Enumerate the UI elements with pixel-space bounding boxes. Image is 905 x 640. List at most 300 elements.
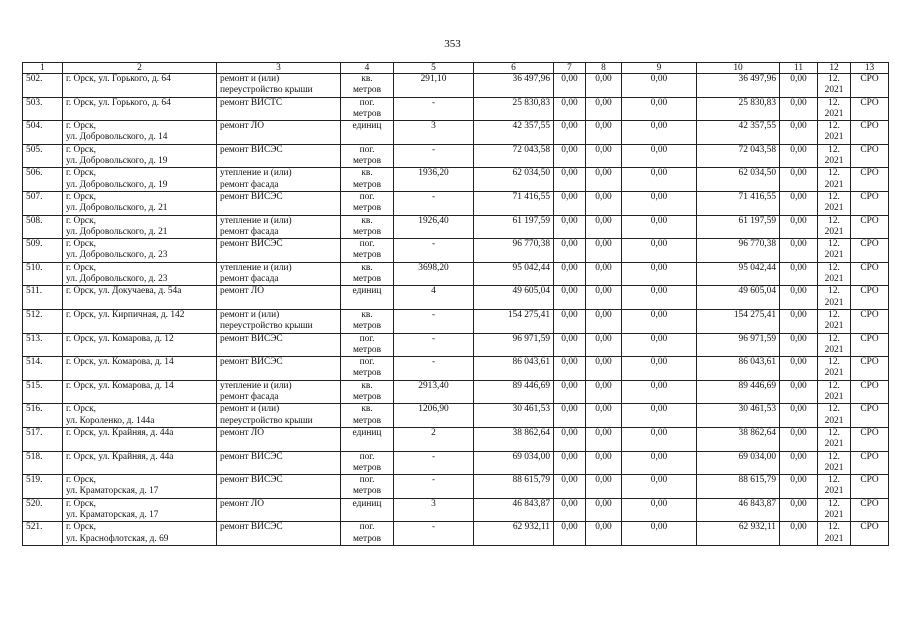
organization-cell: СРО bbox=[851, 498, 889, 522]
total-cell: 46 843,87 bbox=[697, 498, 780, 522]
unit-cell bbox=[341, 215, 394, 239]
cost-cell: 96 971,59 bbox=[474, 333, 554, 357]
address-cell-line: г. Орск, bbox=[66, 215, 96, 226]
date-cell-line: 2021 bbox=[824, 85, 844, 96]
value-cell: 0,00 bbox=[554, 215, 586, 239]
cost-cell: 71 416,55 bbox=[474, 191, 554, 215]
quantity-cell: 2 bbox=[394, 427, 474, 451]
total-cell: 154 275,41 bbox=[697, 309, 780, 333]
value-cell: 0,00 bbox=[554, 121, 586, 145]
row-number: 511. bbox=[23, 286, 63, 310]
quantity-cell: - bbox=[394, 357, 474, 381]
value-cell: 0,00 bbox=[780, 97, 818, 121]
cost-cell: 154 275,41 bbox=[474, 309, 554, 333]
cost-cell: 25 830,83 bbox=[474, 97, 554, 121]
row-number: 508. bbox=[23, 215, 63, 239]
address-cell bbox=[63, 97, 217, 121]
address-cell-line: г. Орск, ул. Кирпичная, д. 142 bbox=[66, 309, 185, 320]
organization-cell: СРО bbox=[851, 144, 889, 168]
address-cell bbox=[63, 380, 217, 404]
cost-cell: 69 034,00 bbox=[474, 451, 554, 475]
address-cell bbox=[63, 498, 217, 522]
work-type-cell bbox=[217, 262, 341, 286]
address-cell bbox=[63, 191, 217, 215]
date-cell bbox=[818, 168, 851, 192]
date-cell-line: 12. bbox=[828, 97, 840, 108]
value-cell: 0,00 bbox=[554, 191, 586, 215]
unit-cell-line: метров bbox=[352, 486, 382, 497]
value-cell: 0,00 bbox=[586, 309, 622, 333]
address-cell-line: ул. Краматорская, д. 17 bbox=[66, 509, 159, 520]
work-type-cell bbox=[217, 239, 341, 263]
address-cell-line: ул. Добровольского, д. 23 bbox=[66, 250, 168, 261]
total-cell: 62 034,50 bbox=[697, 168, 780, 192]
value-cell: 0,00 bbox=[780, 357, 818, 381]
table-row bbox=[23, 475, 889, 499]
unit-cell bbox=[341, 333, 394, 357]
date-cell bbox=[818, 191, 851, 215]
address-cell-line: г. Орск, bbox=[66, 121, 96, 132]
date-cell-line: 2021 bbox=[824, 108, 844, 119]
date-cell bbox=[818, 451, 851, 475]
value-cell: 0,00 bbox=[586, 451, 622, 475]
total-cell: 36 497,96 bbox=[697, 74, 780, 98]
unit-cell-line: метров bbox=[352, 179, 382, 190]
quantity-cell: 1926,40 bbox=[394, 215, 474, 239]
value-cell: 0,00 bbox=[780, 522, 818, 546]
unit-cell-line: кв. bbox=[361, 380, 373, 391]
unit-cell bbox=[341, 498, 394, 522]
organization-cell: СРО bbox=[851, 168, 889, 192]
unit-cell-line: кв. bbox=[361, 309, 373, 320]
date-cell bbox=[818, 97, 851, 121]
quantity-cell: - bbox=[394, 97, 474, 121]
work-type-cell-line: ремонт фасада bbox=[220, 274, 279, 285]
date-cell-line: 12. bbox=[828, 215, 840, 226]
total-cell: 72 043,58 bbox=[697, 144, 780, 168]
value-cell: 0,00 bbox=[622, 427, 697, 451]
value-cell: 0,00 bbox=[622, 121, 697, 145]
address-cell-line: ул. Добровольского, д. 21 bbox=[66, 203, 168, 214]
unit-cell-line: кв. bbox=[361, 74, 373, 84]
column-header: 4 bbox=[341, 63, 394, 74]
column-header: 7 bbox=[554, 63, 586, 74]
date-cell-line: 12. bbox=[828, 191, 840, 202]
address-cell-line: г. Орск, bbox=[66, 475, 96, 486]
table-row bbox=[23, 380, 889, 404]
unit-cell-line: пог. bbox=[359, 357, 375, 368]
date-cell-line: 12. bbox=[828, 262, 840, 273]
value-cell: 0,00 bbox=[554, 451, 586, 475]
address-cell bbox=[63, 427, 217, 451]
work-type-cell bbox=[217, 357, 341, 381]
column-header: 11 bbox=[780, 63, 818, 74]
work-type-cell-line: ремонт ВИСЭС bbox=[220, 475, 283, 486]
date-cell-line: 2021 bbox=[824, 179, 844, 190]
date-cell bbox=[818, 144, 851, 168]
cost-cell: 72 043,58 bbox=[474, 144, 554, 168]
date-cell-line: 2021 bbox=[824, 509, 844, 520]
total-cell: 30 461,53 bbox=[697, 404, 780, 428]
row-number: 507. bbox=[23, 191, 63, 215]
unit-cell-line: единиц bbox=[352, 427, 382, 438]
value-cell: 0,00 bbox=[554, 262, 586, 286]
work-type-cell-line: ремонт ЛО bbox=[220, 286, 265, 297]
table-row bbox=[23, 74, 889, 98]
value-cell: 0,00 bbox=[622, 357, 697, 381]
total-cell: 88 615,79 bbox=[697, 475, 780, 499]
work-type-cell-line: ремонт ЛО bbox=[220, 121, 265, 132]
row-number: 519. bbox=[23, 475, 63, 499]
address-cell bbox=[63, 168, 217, 192]
date-cell-line: 2021 bbox=[824, 203, 844, 214]
table-row bbox=[23, 498, 889, 522]
organization-cell: СРО bbox=[851, 357, 889, 381]
value-cell: 0,00 bbox=[586, 286, 622, 310]
date-cell-line: 2021 bbox=[824, 462, 844, 473]
date-cell-line: 2021 bbox=[824, 297, 844, 308]
address-cell bbox=[63, 404, 217, 428]
unit-cell-line: метров bbox=[352, 226, 382, 237]
row-number: 515. bbox=[23, 380, 63, 404]
value-cell: 0,00 bbox=[780, 168, 818, 192]
date-cell-line: 12. bbox=[828, 404, 840, 415]
cost-cell: 46 843,87 bbox=[474, 498, 554, 522]
address-cell-line: г. Орск, ул. Докучаева, д. 54а bbox=[66, 286, 182, 297]
address-cell-line: г. Орск, ул. Горького, д. 64 bbox=[66, 74, 171, 84]
date-cell-line: 12. bbox=[828, 168, 840, 179]
value-cell: 0,00 bbox=[780, 74, 818, 98]
address-cell-line: г. Орск, bbox=[66, 404, 96, 415]
address-cell-line: ул. Добровольского, д. 19 bbox=[66, 179, 168, 190]
quantity-cell: - bbox=[394, 191, 474, 215]
column-header: 5 bbox=[394, 63, 474, 74]
work-type-cell-line: ремонт ВИСТС bbox=[220, 97, 283, 108]
value-cell: 0,00 bbox=[586, 121, 622, 145]
value-cell: 0,00 bbox=[780, 191, 818, 215]
date-cell-line: 12. bbox=[828, 498, 840, 509]
row-number: 509. bbox=[23, 239, 63, 263]
work-type-cell bbox=[217, 144, 341, 168]
cost-cell: 89 446,69 bbox=[474, 380, 554, 404]
page-number: 353 bbox=[444, 38, 461, 50]
address-cell bbox=[63, 475, 217, 499]
unit-cell-line: метров bbox=[352, 344, 382, 355]
date-cell-line: 12. bbox=[828, 309, 840, 320]
date-cell-line: 12. bbox=[828, 427, 840, 438]
date-cell-line: 12. bbox=[828, 74, 840, 84]
unit-cell bbox=[341, 286, 394, 310]
column-header: 2 bbox=[63, 63, 217, 74]
unit-cell-line: метров bbox=[352, 533, 382, 544]
table-row bbox=[23, 309, 889, 333]
value-cell: 0,00 bbox=[586, 357, 622, 381]
date-cell-line: 2021 bbox=[824, 156, 844, 167]
cost-cell: 96 770,38 bbox=[474, 239, 554, 263]
unit-cell bbox=[341, 475, 394, 499]
date-cell-line: 12. bbox=[828, 357, 840, 368]
unit-cell-line: пог. bbox=[359, 475, 375, 486]
column-header: 1 bbox=[23, 63, 63, 74]
organization-cell: СРО bbox=[851, 97, 889, 121]
value-cell: 0,00 bbox=[554, 168, 586, 192]
unit-cell-line: метров bbox=[352, 85, 382, 96]
value-cell: 0,00 bbox=[554, 97, 586, 121]
address-cell bbox=[63, 215, 217, 239]
value-cell: 0,00 bbox=[780, 404, 818, 428]
work-type-cell bbox=[217, 215, 341, 239]
row-number: 517. bbox=[23, 427, 63, 451]
value-cell: 0,00 bbox=[586, 168, 622, 192]
value-cell: 0,00 bbox=[622, 286, 697, 310]
table-row bbox=[23, 427, 889, 451]
value-cell: 0,00 bbox=[622, 144, 697, 168]
quantity-cell: - bbox=[394, 333, 474, 357]
total-cell: 25 830,83 bbox=[697, 97, 780, 121]
date-cell-line: 2021 bbox=[824, 250, 844, 261]
value-cell: 0,00 bbox=[554, 404, 586, 428]
unit-cell-line: метров bbox=[352, 274, 382, 285]
cost-cell: 62 932,11 bbox=[474, 522, 554, 546]
total-cell: 42 357,55 bbox=[697, 121, 780, 145]
address-cell-line: г. Орск, bbox=[66, 522, 96, 533]
quantity-cell: 4 bbox=[394, 286, 474, 310]
unit-cell-line: пог. bbox=[359, 522, 375, 533]
total-cell: 96 971,59 bbox=[697, 333, 780, 357]
unit-cell-line: метров bbox=[352, 415, 382, 426]
value-cell: 0,00 bbox=[780, 239, 818, 263]
work-type-cell bbox=[217, 309, 341, 333]
date-cell-line: 2021 bbox=[824, 321, 844, 332]
date-cell-line: 12. bbox=[828, 475, 840, 486]
value-cell: 0,00 bbox=[622, 239, 697, 263]
date-cell bbox=[818, 74, 851, 98]
value-cell: 0,00 bbox=[554, 522, 586, 546]
unit-cell-line: метров bbox=[352, 462, 382, 473]
table-row bbox=[23, 357, 889, 381]
cost-cell: 86 043,61 bbox=[474, 357, 554, 381]
work-type-cell-line: ремонт ВИСЭС bbox=[220, 522, 283, 533]
value-cell: 0,00 bbox=[554, 286, 586, 310]
work-type-cell bbox=[217, 427, 341, 451]
quantity-cell: - bbox=[394, 309, 474, 333]
unit-cell-line: кв. bbox=[361, 404, 373, 415]
value-cell: 0,00 bbox=[622, 380, 697, 404]
address-cell bbox=[63, 74, 217, 98]
address-cell-line: г. Орск, bbox=[66, 191, 96, 202]
value-cell: 0,00 bbox=[622, 191, 697, 215]
unit-cell bbox=[341, 357, 394, 381]
unit-cell bbox=[341, 74, 394, 98]
work-type-cell-line: ремонт ВИСЭС bbox=[220, 191, 283, 202]
unit-cell-line: пог. bbox=[359, 144, 375, 155]
unit-cell-line: кв. bbox=[361, 168, 373, 179]
unit-cell-line: единиц bbox=[352, 286, 382, 297]
table-row bbox=[23, 333, 889, 357]
total-cell: 89 446,69 bbox=[697, 380, 780, 404]
date-cell-line: 12. bbox=[828, 144, 840, 155]
value-cell: 0,00 bbox=[554, 498, 586, 522]
value-cell: 0,00 bbox=[780, 286, 818, 310]
value-cell: 0,00 bbox=[622, 522, 697, 546]
organization-cell: СРО bbox=[851, 215, 889, 239]
unit-cell-line: кв. bbox=[361, 215, 373, 226]
work-type-cell-line: ремонт ВИСЭС bbox=[220, 451, 283, 462]
work-type-cell-line: утепление и (или) bbox=[220, 168, 292, 179]
unit-cell bbox=[341, 404, 394, 428]
work-type-cell-line: ремонт ЛО bbox=[220, 427, 265, 438]
date-cell-line: 2021 bbox=[824, 132, 844, 143]
value-cell: 0,00 bbox=[622, 309, 697, 333]
value-cell: 0,00 bbox=[622, 404, 697, 428]
total-cell: 49 605,04 bbox=[697, 286, 780, 310]
unit-cell bbox=[341, 522, 394, 546]
value-cell: 0,00 bbox=[554, 427, 586, 451]
value-cell: 0,00 bbox=[622, 168, 697, 192]
work-type-cell bbox=[217, 191, 341, 215]
date-cell-line: 12. bbox=[828, 333, 840, 344]
quantity-cell: 2913,40 bbox=[394, 380, 474, 404]
cost-cell: 49 605,04 bbox=[474, 286, 554, 310]
row-number: 506. bbox=[23, 168, 63, 192]
table-row bbox=[23, 262, 889, 286]
address-cell bbox=[63, 357, 217, 381]
value-cell: 0,00 bbox=[554, 144, 586, 168]
quantity-cell: 3698,20 bbox=[394, 262, 474, 286]
date-cell-line: 12. bbox=[828, 380, 840, 391]
organization-cell: СРО bbox=[851, 451, 889, 475]
column-header: 9 bbox=[622, 63, 697, 74]
value-cell: 0,00 bbox=[622, 333, 697, 357]
organization-cell: СРО bbox=[851, 74, 889, 98]
work-type-cell-line: утепление и (или) bbox=[220, 380, 292, 391]
value-cell: 0,00 bbox=[586, 74, 622, 98]
column-header: 8 bbox=[586, 63, 622, 74]
work-type-cell bbox=[217, 97, 341, 121]
total-cell: 38 862,64 bbox=[697, 427, 780, 451]
work-type-cell bbox=[217, 475, 341, 499]
unit-cell-line: метров bbox=[352, 321, 382, 332]
value-cell: 0,00 bbox=[586, 239, 622, 263]
unit-cell-line: пог. bbox=[359, 239, 375, 250]
unit-cell bbox=[341, 239, 394, 263]
date-cell-line: 12. bbox=[828, 451, 840, 462]
row-number: 503. bbox=[23, 97, 63, 121]
unit-cell-line: пог. bbox=[359, 97, 375, 108]
unit-cell bbox=[341, 191, 394, 215]
address-cell-line: г. Орск, ул. Крайняя, д. 44а bbox=[66, 451, 174, 462]
value-cell: 0,00 bbox=[586, 333, 622, 357]
work-type-cell-line: ремонт ВИСЭС bbox=[220, 357, 283, 368]
date-cell bbox=[818, 215, 851, 239]
date-cell bbox=[818, 121, 851, 145]
date-cell-line: 2021 bbox=[824, 439, 844, 450]
table-row bbox=[23, 451, 889, 475]
row-number: 513. bbox=[23, 333, 63, 357]
row-number: 521. bbox=[23, 522, 63, 546]
organization-cell: СРО bbox=[851, 380, 889, 404]
value-cell: 0,00 bbox=[780, 144, 818, 168]
column-header: 6 bbox=[474, 63, 554, 74]
value-cell: 0,00 bbox=[586, 427, 622, 451]
row-number: 516. bbox=[23, 404, 63, 428]
value-cell: 0,00 bbox=[586, 475, 622, 499]
work-type-cell bbox=[217, 168, 341, 192]
date-cell bbox=[818, 357, 851, 381]
work-type-cell-line: утепление и (или) bbox=[220, 262, 292, 273]
address-cell-line: г. Орск, ул. Горького, д. 64 bbox=[66, 97, 171, 108]
date-cell bbox=[818, 475, 851, 499]
unit-cell-line: единиц bbox=[352, 121, 382, 132]
date-cell-line: 12. bbox=[828, 522, 840, 533]
unit-cell-line: метров bbox=[352, 203, 382, 214]
date-cell bbox=[818, 286, 851, 310]
total-cell: 69 034,00 bbox=[697, 451, 780, 475]
value-cell: 0,00 bbox=[622, 215, 697, 239]
work-type-cell bbox=[217, 404, 341, 428]
value-cell: 0,00 bbox=[554, 309, 586, 333]
work-type-cell bbox=[217, 333, 341, 357]
work-type-cell bbox=[217, 522, 341, 546]
value-cell: 0,00 bbox=[622, 74, 697, 98]
unit-cell bbox=[341, 97, 394, 121]
value-cell: 0,00 bbox=[586, 97, 622, 121]
cost-cell: 36 497,96 bbox=[474, 74, 554, 98]
date-cell bbox=[818, 309, 851, 333]
value-cell: 0,00 bbox=[554, 74, 586, 98]
organization-cell: СРО bbox=[851, 522, 889, 546]
organization-cell: СРО bbox=[851, 239, 889, 263]
work-type-cell-line: переустройство крыши bbox=[220, 321, 313, 332]
address-cell-line: ул. Короленко, д. 144а bbox=[66, 415, 155, 426]
work-type-cell-line: ремонт ВИСЭС bbox=[220, 144, 283, 155]
value-cell: 0,00 bbox=[780, 380, 818, 404]
value-cell: 0,00 bbox=[586, 498, 622, 522]
work-type-cell-line: ремонт ВИСЭС bbox=[220, 333, 283, 344]
date-cell bbox=[818, 380, 851, 404]
column-header: 12 bbox=[818, 63, 851, 74]
table-row bbox=[23, 191, 889, 215]
date-cell-line: 2021 bbox=[824, 415, 844, 426]
address-cell-line: г. Орск, ул. Комарова, д. 14 bbox=[66, 357, 174, 368]
value-cell: 0,00 bbox=[586, 522, 622, 546]
unit-cell-line: метров bbox=[352, 108, 382, 119]
quantity-cell: - bbox=[394, 239, 474, 263]
total-cell: 61 197,59 bbox=[697, 215, 780, 239]
value-cell: 0,00 bbox=[586, 404, 622, 428]
address-cell-line: ул. Краснофлотская, д. 69 bbox=[66, 533, 169, 544]
value-cell: 0,00 bbox=[622, 262, 697, 286]
date-cell-line: 2021 bbox=[824, 344, 844, 355]
value-cell: 0,00 bbox=[622, 475, 697, 499]
value-cell: 0,00 bbox=[780, 333, 818, 357]
work-type-cell-line: ремонт фасада bbox=[220, 226, 279, 237]
work-type-cell-line: переустройство крыши bbox=[220, 85, 313, 96]
value-cell: 0,00 bbox=[780, 215, 818, 239]
table-row bbox=[23, 404, 889, 428]
organization-cell: СРО bbox=[851, 475, 889, 499]
cost-cell: 62 034,50 bbox=[474, 168, 554, 192]
value-cell: 0,00 bbox=[780, 309, 818, 333]
address-cell-line: ул. Краматорская, д. 17 bbox=[66, 486, 159, 497]
work-type-cell-line: ремонт фасада bbox=[220, 179, 279, 190]
row-number: 505. bbox=[23, 144, 63, 168]
quantity-cell: 3 bbox=[394, 121, 474, 145]
table-row bbox=[23, 121, 889, 145]
date-cell-line: 2021 bbox=[824, 274, 844, 285]
date-cell-line: 12. bbox=[828, 286, 840, 297]
quantity-cell: 1936,20 bbox=[394, 168, 474, 192]
